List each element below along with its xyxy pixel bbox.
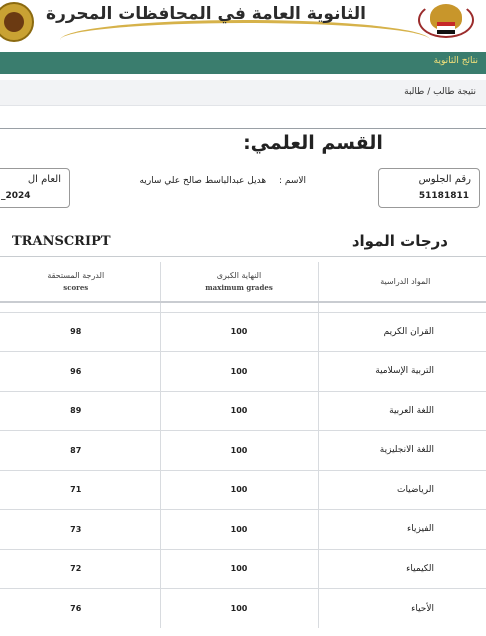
subject-cell: الرياضيات <box>318 470 486 510</box>
academic-year-box <box>0 168 70 208</box>
breadcrumb-text: نتيجة طالب / طالبة <box>404 87 476 97</box>
max-cell: 100 <box>160 549 318 589</box>
table-header-row <box>0 262 486 302</box>
max-cell: 100 <box>160 470 318 510</box>
site-title: الثانوية العامة في المحافظات المحررة <box>46 4 366 24</box>
breadcrumb <box>0 80 486 106</box>
table-row <box>0 589 486 629</box>
transcript-title-en: TRANSCRIPT <box>12 234 111 249</box>
divider <box>0 256 486 257</box>
seat-number-box <box>378 168 480 208</box>
column-header-max: النهاية الكبرى maximum grades <box>160 262 318 302</box>
max-cell: 100 <box>160 391 318 431</box>
ministry-logo <box>0 2 34 42</box>
subject-cell: الأحياء <box>318 589 486 629</box>
score-cell: 72 <box>0 549 160 589</box>
subject-cell: التربية الإسلامية <box>318 352 486 392</box>
max-cell: 100 <box>160 431 318 471</box>
max-cell: 100 <box>160 589 318 629</box>
subject-cell: اللغة العربية <box>318 391 486 431</box>
table-row <box>0 470 486 510</box>
header-arc-decoration <box>60 20 430 52</box>
transcript-title-ar: درجات المواد <box>351 232 448 250</box>
max-cell: 100 <box>160 312 318 352</box>
grades-table <box>0 262 486 628</box>
column-header-score: الدرجة المستحقة scores <box>0 262 160 302</box>
seat-value: 51181811 <box>418 191 469 201</box>
column-header-subject: المواد الدراسية <box>318 262 486 302</box>
table-row <box>0 391 486 431</box>
table-row <box>0 431 486 471</box>
score-cell: 73 <box>0 510 160 550</box>
year-value: _2024 <box>1 191 31 201</box>
student-name <box>139 176 306 186</box>
subject-cell: القران الكريم <box>318 312 486 352</box>
subject-cell: الفيزياء <box>318 510 486 550</box>
name-value: هديل عبدالباسط صالح علي ساريه <box>139 176 267 186</box>
seat-label: رقم الجلوس <box>418 174 471 185</box>
site-header <box>0 0 486 52</box>
main-nav <box>0 52 486 74</box>
score-cell: 96 <box>0 352 160 392</box>
table-row <box>0 549 486 589</box>
table-row <box>0 352 486 392</box>
year-label: العام ال <box>27 174 61 185</box>
score-cell: 87 <box>0 431 160 471</box>
table-row <box>0 510 486 550</box>
score-cell: 71 <box>0 470 160 510</box>
nav-item-results[interactable]: نتائج الثانوية <box>433 56 478 66</box>
max-cell: 100 <box>160 510 318 550</box>
score-cell: 89 <box>0 391 160 431</box>
national-emblem-icon <box>418 2 474 38</box>
name-label: الاسم : <box>278 176 306 186</box>
subject-cell: الكيمياء <box>318 549 486 589</box>
score-cell: 76 <box>0 589 160 629</box>
page-title: القسم العلمي: <box>243 132 383 154</box>
divider <box>0 128 486 129</box>
max-cell: 100 <box>160 352 318 392</box>
table-row <box>0 312 486 352</box>
subject-cell: اللغة الانجليزية <box>318 431 486 471</box>
score-cell: 98 <box>0 312 160 352</box>
